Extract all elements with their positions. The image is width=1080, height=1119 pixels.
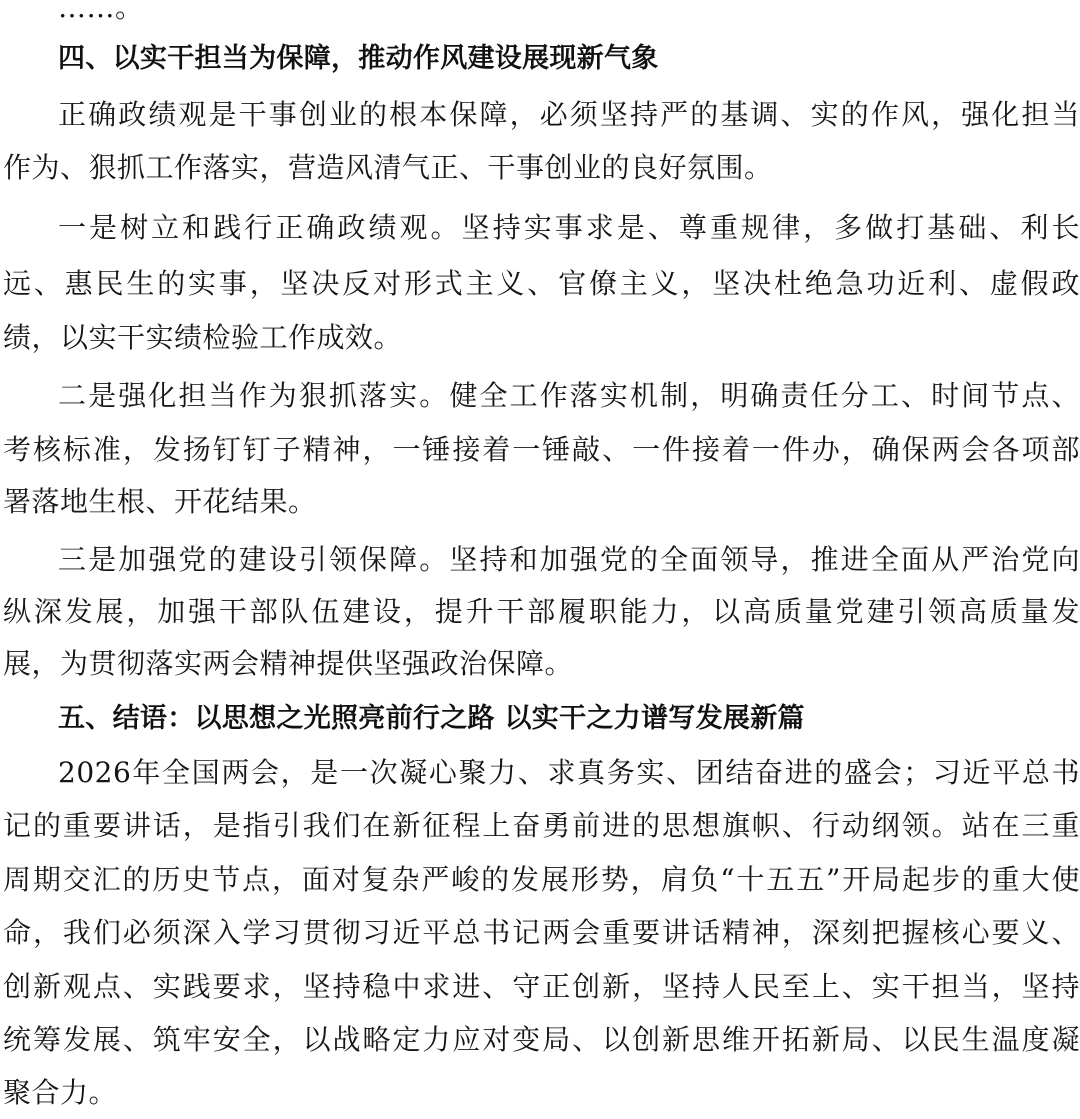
conclusion-line-4: 命，我们必须深入学习贯彻习近平总书记两会重要讲话精神，深刻把握核心要义、: [3, 916, 1080, 949]
point-two-line-1: 二是强化担当作为狠抓落实。健全工作落实机制，明确责任分工、时间节点、: [58, 379, 1080, 412]
section-four-intro-line-1: 正确政绩观是干事创业的根本保障，必须坚持严的基调、实的作风，强化担当: [58, 98, 1080, 131]
point-one-line-1: 一是树立和践行正确政绩观。坚持实事求是、尊重规律，多做打基础、利长: [58, 211, 1080, 244]
conclusion-line-6: 统筹发展、筑牢安全，以战略定力应对变局、以创新思维开拓新局、以民生温度凝: [3, 1023, 1080, 1056]
point-three-line-1: 三是加强党的建设引领保障。坚持和加强党的全面领导，推进全面从严治党向: [58, 543, 1080, 576]
conclusion-line-7: 聚合力。: [3, 1076, 118, 1109]
point-two-line-3: 署落地生根、开花结果。: [3, 485, 317, 518]
section-four-intro-line-2: 作为、狠抓工作落实，营造风清气正、干事创业的良好氛围。: [3, 151, 773, 184]
conclusion-line-5: 创新观点、实践要求，坚持稳中求进、守正创新，坚持人民至上、实干担当，坚持: [3, 970, 1080, 1003]
point-two-line-2: 考核标准，发扬钉钉子精神，一锤接着一锤敲、一件接着一件办，确保两会各项部: [3, 433, 1080, 466]
ellipsis-line: ……。: [58, 0, 144, 24]
point-three-line-3: 展，为贯彻落实两会精神提供坚强政治保障。: [3, 647, 574, 680]
conclusion-line-2: 记的重要讲话，是指引我们在新征程上奋勇前进的思想旗帜、行动纲领。站在三重: [3, 809, 1080, 842]
point-one-line-2: 远、惠民生的实事，坚决反对形式主义、官僚主义，坚决杜绝急功近利、虚假政: [3, 267, 1080, 300]
point-one-line-3: 绩，以实干实绩检验工作成效。: [3, 321, 403, 354]
conclusion-line-1: 2026年全国两会，是一次凝心聚力、求真务实、团结奋进的盛会；习近平总书: [58, 756, 1080, 789]
section-five-heading: 五、结语：以思想之光照亮前行之路 以实干之力谱写发展新篇: [58, 703, 805, 734]
point-three-line-2: 纵深发展，加强干部队伍建设，提升干部履职能力，以高质量党建引领高质量发: [3, 595, 1080, 628]
section-four-heading: 四、以实干担当为保障，推动作风建设展现新气象: [58, 43, 659, 74]
conclusion-line-3: 周期交汇的历史节点，面对复杂严峻的发展形势，肩负“十五五”开局起步的重大使: [3, 863, 1080, 896]
